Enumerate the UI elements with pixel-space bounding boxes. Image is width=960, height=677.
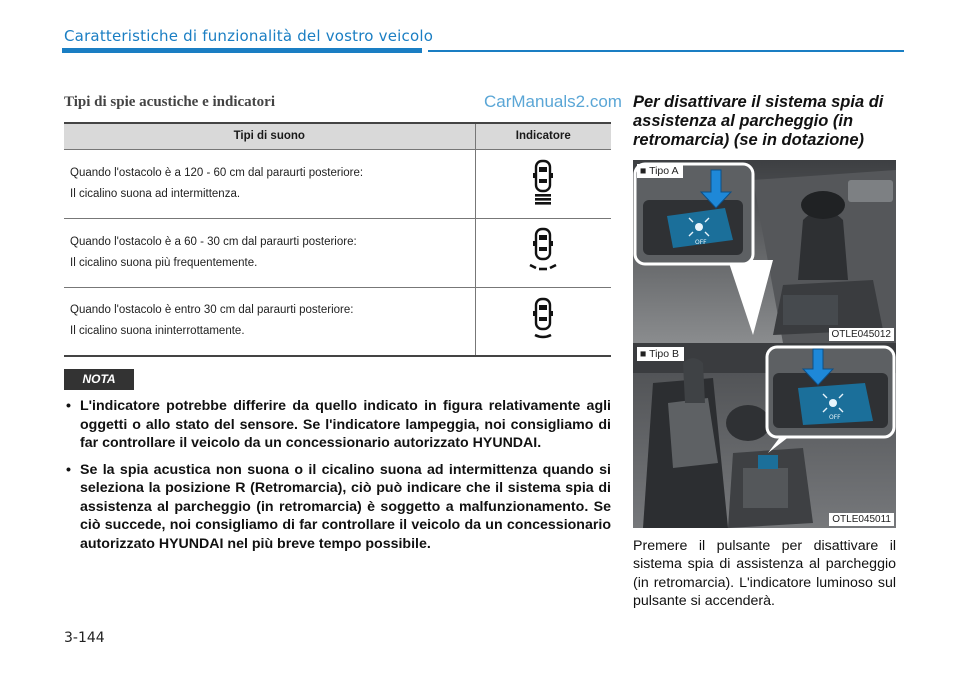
table-cell-sound [64,218,475,287]
sound-behavior-text: Il cicalino suona ininterrottamente. [70,325,245,338]
disable-system-title: Per disattivare il sistema spia di assistenza al parcheggio (in retromarcia) (se in dotazione) [633,93,884,149]
off-button-label-b: OFF [829,414,841,421]
sound-behavior-text: Il cicalino suona ad intermittenza. [70,187,241,200]
table-row [64,218,611,287]
header-bar-thin [428,50,904,52]
section-header-title: Caratteristiche di funzionalità del vostro veicolo [64,27,434,45]
table-row [64,149,611,218]
table-cell-indicator [475,218,611,287]
type-a-code: OTLE045012 [829,328,895,341]
console-photo-type-b [633,343,896,528]
off-button-label: OFF [695,239,707,246]
table-cell-sound [64,149,475,218]
sound-types-table [64,122,611,357]
notes-list [64,397,611,561]
warning-types-title: Tipi di spie acustiche e indicatori [64,94,275,110]
sound-distance-text: Quando l'ostacolo è entro 30 cm dal paraurti posteriore: [70,304,354,317]
note-badge: NOTA [64,369,134,390]
header-bar-thick [62,48,422,53]
watermark-text: CarManuals2.com [484,92,622,111]
car-rear-sensor-far-icon [531,159,555,205]
instruction-text: Premere il pulsante per disattivare il sistema spia di assistenza al parcheggio (in retromarcia). L'indicatore luminoso sul pulsante si accenderà. [633,538,896,609]
type-a-label: ■ Tipo A [637,164,683,178]
console-illustration-b [633,343,896,528]
sound-distance-text: Quando l'ostacolo è a 60 - 30 cm dal paraurti posteriore: [70,235,357,248]
table-header-row [64,123,611,149]
list-item: • Se la spia acustica non suona o il cicalino suona ad intermittenza quando si seleziona la posizione R (Retromarcia), ciò può indicare che il sistema spia di assistenza al parcheggio (in retromarcia) è soggetto a malfunzionamento. Se ciò succede, noi consigliamo di far controllare il veicolo da un concessionario autorizzato HYUNDAI nel più breve tempo possibile. [64,461,611,554]
table-cell-indicator [475,287,611,356]
page-number: 3-144 [64,630,105,646]
type-b-label: ■ Tipo B [637,347,684,361]
table-cell-sound [64,287,475,356]
table-cell-indicator [475,149,611,218]
sound-distance-text: Quando l'ostacolo è a 120 - 60 cm dal paraurti posteriore: [70,166,364,179]
console-illustration-a [633,160,896,343]
table-header-sound: Tipi di suono [64,123,475,149]
sound-behavior-text: Il cicalino suona più frequentemente. [70,256,258,269]
car-rear-sensor-close-icon [529,297,557,343]
table-row [64,287,611,356]
console-photo-type-a [633,160,896,343]
table-header-indicator: Indicatore [475,123,611,149]
list-item: • L'indicatore potrebbe differire da quello indicato in figura relativamente agli oggetti o allo stato del sensore. Se l'indicatore lampeggia, noi consigliamo di far controllare il veicolo da un concessionario autorizzato HYUNDAI. [64,397,611,453]
car-rear-sensor-near-icon [526,227,560,275]
type-b-code: OTLE045011 [829,513,894,526]
